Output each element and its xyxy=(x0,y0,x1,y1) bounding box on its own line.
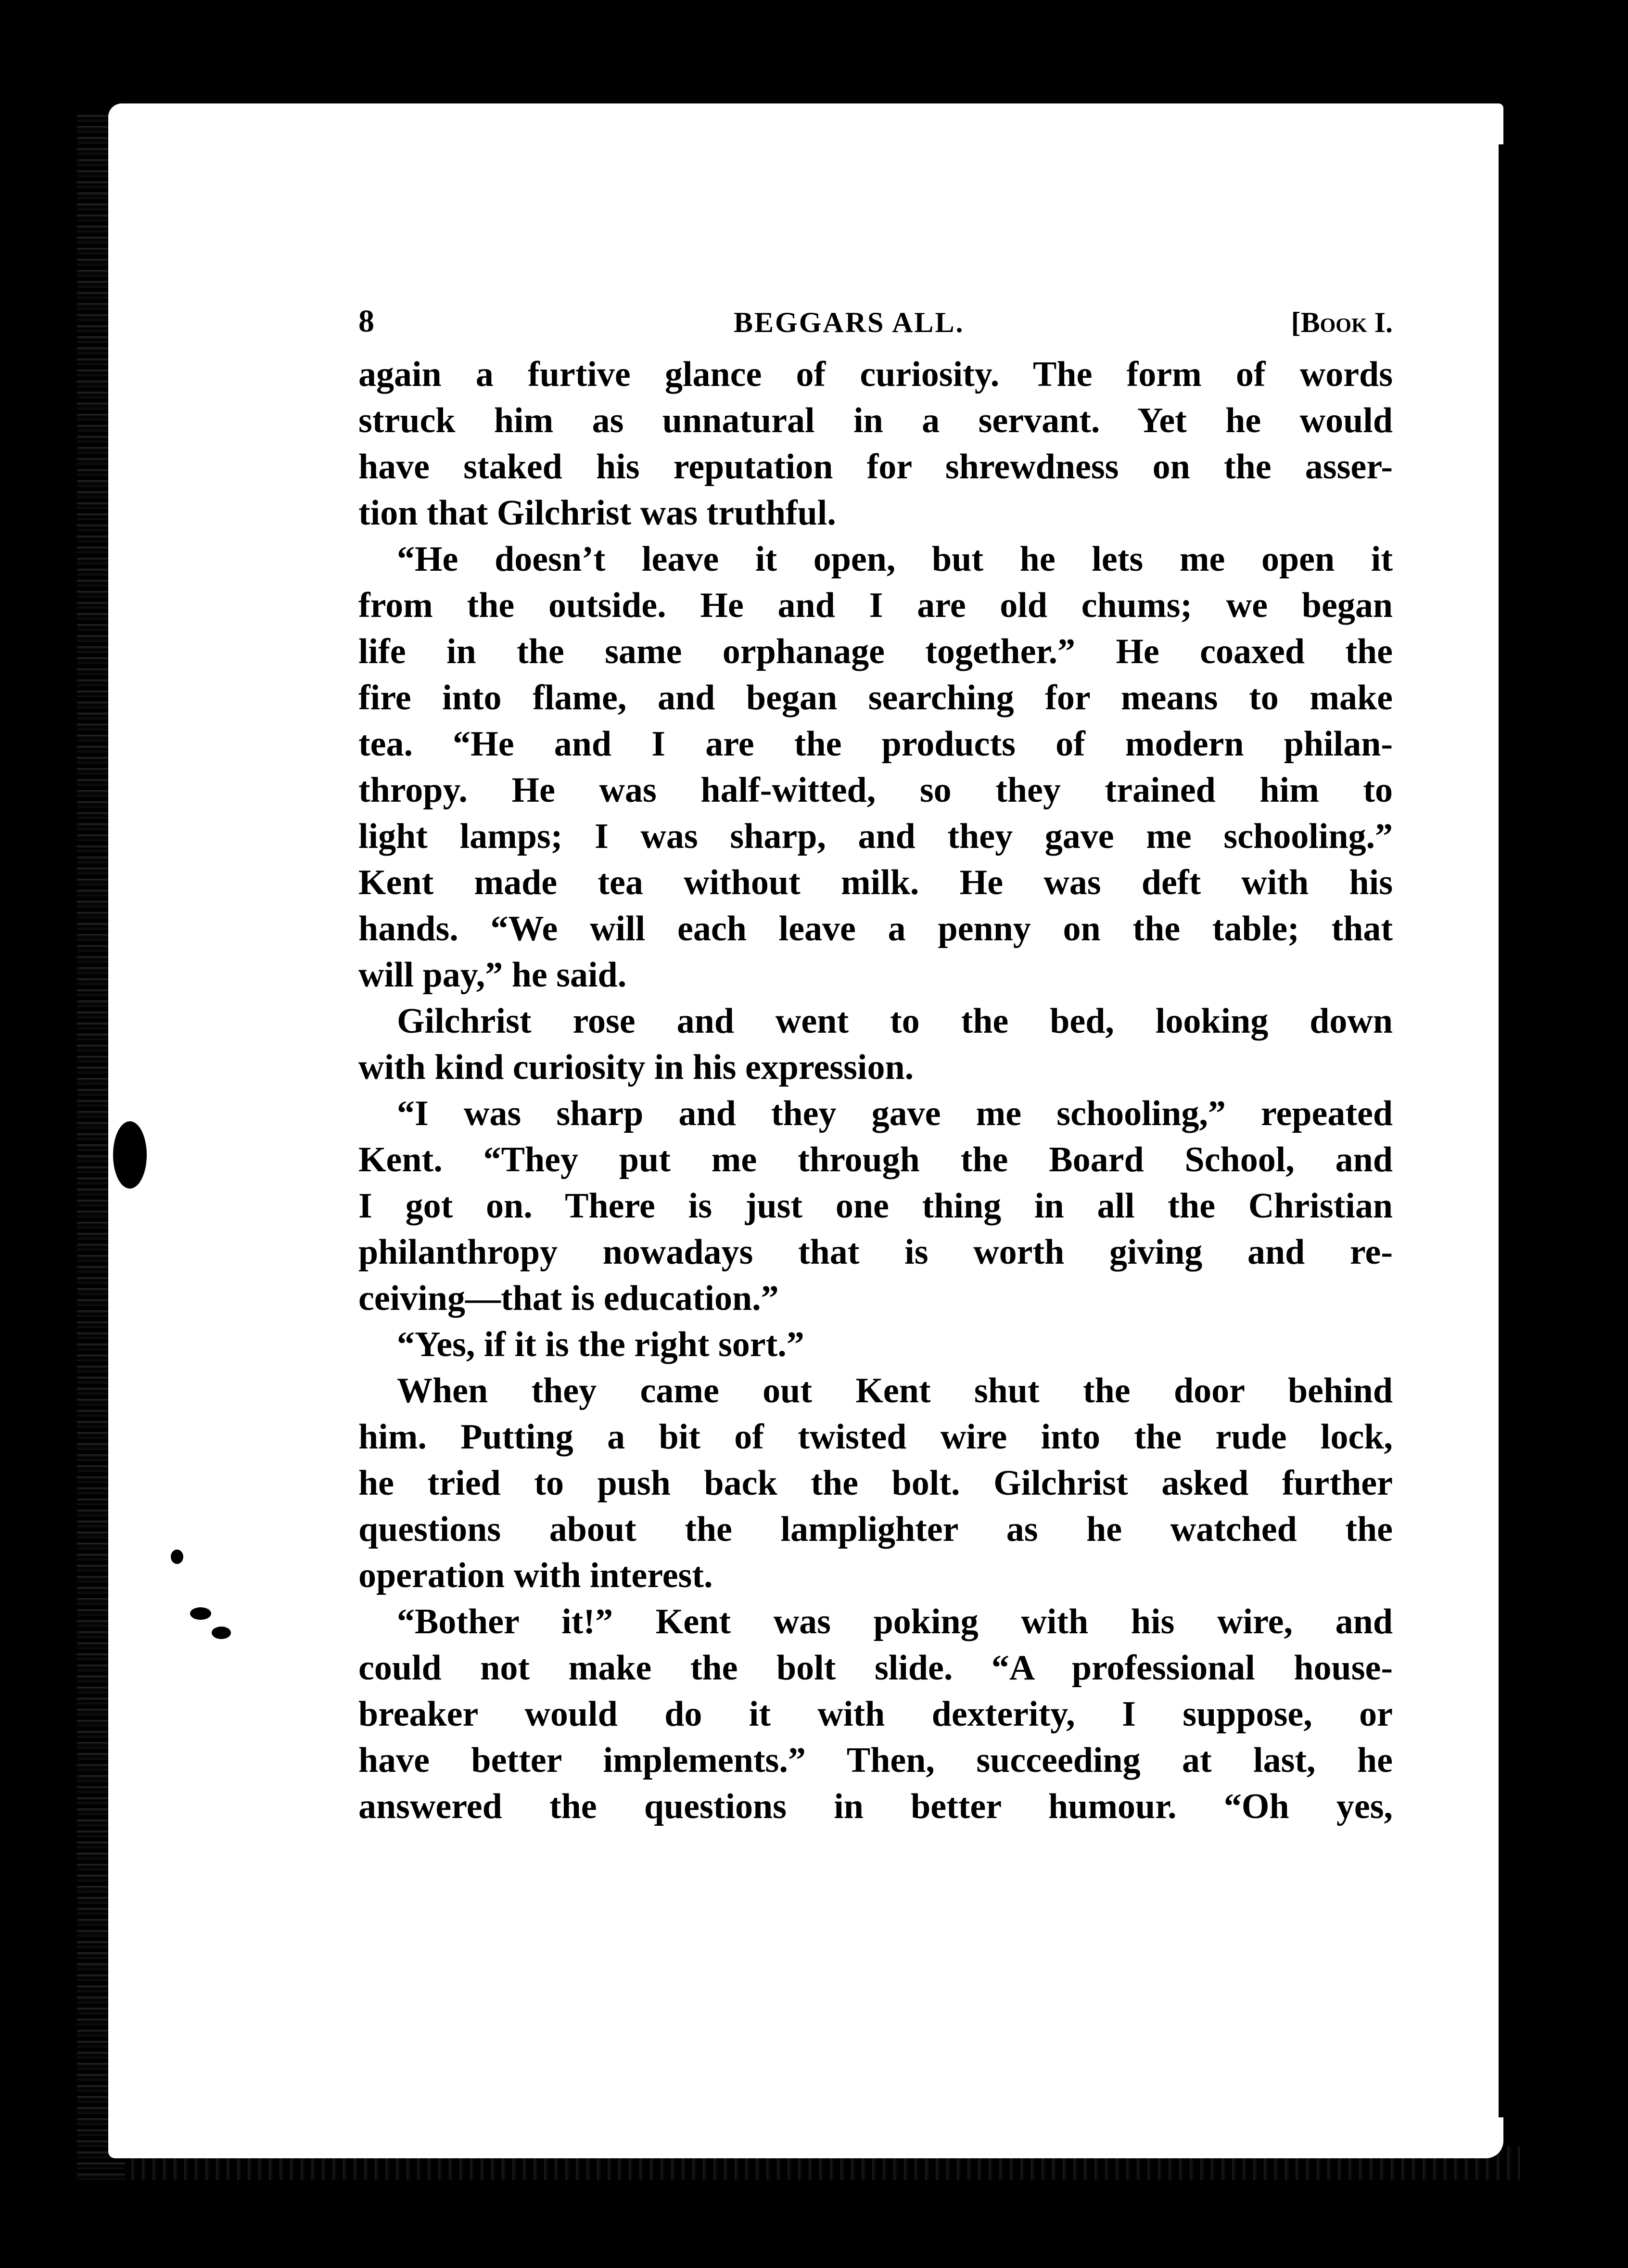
text-line: could not make the bolt slide. “A professional house- xyxy=(358,1648,1393,1688)
text-line: When they came out Kent shut the door behind xyxy=(397,1371,1393,1410)
text-line: will pay,” he said. xyxy=(358,955,627,995)
scan-edge-right xyxy=(1499,144,1513,2117)
text-line: I got on. There is just one thing in all the Christian xyxy=(358,1186,1393,1226)
text-line: from the outside. He and I are old chums; we began xyxy=(358,586,1393,625)
text-line: tea. “He and I are the products of modern philan- xyxy=(358,724,1393,764)
ink-speck xyxy=(212,1627,231,1639)
text-line: ceiving—that is education.” xyxy=(358,1279,779,1318)
text-line: operation with interest. xyxy=(358,1556,713,1595)
text-line: answered the questions in better humour. “Oh yes, xyxy=(358,1787,1393,1826)
text-line: philanthropy nowadays that is worth giving and re- xyxy=(358,1232,1393,1272)
text-line: “He doesn’t leave it open, but he lets me open it xyxy=(397,539,1393,579)
text-line: with kind curiosity in his expression. xyxy=(358,1048,914,1087)
body-text xyxy=(358,351,1393,1830)
text-line: Kent made tea without milk. He was deft with his xyxy=(358,863,1393,902)
page-number: 8 xyxy=(358,304,374,339)
text-line: hands. “We will each leave a penny on the table; that xyxy=(358,909,1393,948)
text-line: struck him as unnatural in a servant. Yet he would xyxy=(358,401,1393,440)
text-line: fire into flame, and began searching for means to make xyxy=(358,678,1393,718)
text-line: he tried to push back the bolt. Gilchrist asked further xyxy=(358,1463,1393,1503)
text-line: questions about the lamplighter as he watched the xyxy=(358,1510,1393,1549)
running-title: BEGGARS ALL. xyxy=(734,307,965,338)
text-line: breaker would do it with dexterity, I suppose, or xyxy=(358,1694,1393,1734)
text-line: “Yes, if it is the right sort.” xyxy=(397,1325,804,1364)
text-line: again a furtive glance of curiosity. The form of words xyxy=(358,355,1393,394)
text-line: thropy. He was half-witted, so they trained him to xyxy=(358,770,1393,810)
book-marker: [Book I. xyxy=(1291,307,1393,338)
text-line: “Bother it!” Kent was poking with his wire, and xyxy=(397,1602,1393,1641)
text-line: light lamps; I was sharp, and they gave me schooling.” xyxy=(358,817,1393,856)
text-line: Kent. “They put me through the Board School, and xyxy=(358,1140,1393,1179)
ink-speck xyxy=(190,1607,211,1620)
text-block xyxy=(358,303,1393,1830)
running-head xyxy=(358,303,1393,351)
text-line: him. Putting a bit of twisted wire into the rude lock, xyxy=(358,1417,1393,1457)
text-line: life in the same orphanage together.” He coaxed the xyxy=(358,632,1393,671)
ink-blot xyxy=(113,1121,147,1189)
text-line: have better implements.” Then, succeeding at last, he xyxy=(358,1741,1393,1780)
text-line: tion that Gilchrist was truthful. xyxy=(358,493,836,533)
text-line: have staked his reputation for shrewdness on the asser- xyxy=(358,447,1393,487)
text-line: Gilchrist rose and went to the bed, looking down xyxy=(397,1001,1393,1041)
ink-speck xyxy=(171,1550,183,1564)
text-line: “I was sharp and they gave me schooling,” repeated xyxy=(397,1094,1393,1133)
